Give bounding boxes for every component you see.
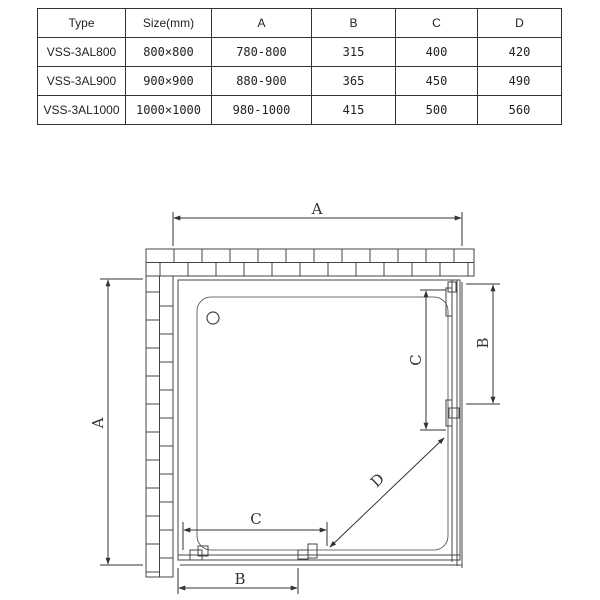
cell-a: 880-900 (212, 67, 312, 96)
header-type: Type (38, 9, 126, 38)
cell-size: 900×900 (126, 67, 212, 96)
label-a-left: A (89, 417, 107, 429)
header-d: D (478, 9, 562, 38)
cell-size: 800×800 (126, 38, 212, 67)
cell-type: VSS-3AL800 (38, 38, 126, 67)
header-b: B (312, 9, 396, 38)
label-a-top: A (311, 200, 323, 218)
cell-b: 315 (312, 38, 396, 67)
cell-type: VSS-3AL1000 (38, 96, 126, 125)
cell-c: 450 (396, 67, 478, 96)
cell-d: 420 (478, 38, 562, 67)
header-size: Size(mm) (126, 9, 212, 38)
enclosure-frame (178, 280, 462, 568)
cell-a: 980-1000 (212, 96, 312, 125)
top-brick-wall (146, 249, 474, 276)
cell-b: 365 (312, 67, 396, 96)
cell-c: 500 (396, 96, 478, 125)
label-b-right: B (474, 337, 492, 349)
cell-d: 560 (478, 96, 562, 125)
header-c: C (396, 9, 478, 38)
cell-type: VSS-3AL900 (38, 67, 126, 96)
shower-tray (178, 280, 460, 560)
dimension-d-diagonal (330, 438, 444, 547)
cell-d: 490 (478, 67, 562, 96)
label-d-diagonal: D (366, 469, 389, 492)
label-b-bottom: B (234, 570, 246, 588)
label-c-horizontal: C (250, 510, 262, 528)
label-c-vertical: C (407, 354, 425, 366)
header-a: A (212, 9, 312, 38)
cell-b: 415 (312, 96, 396, 125)
cell-c: 400 (396, 38, 478, 67)
cell-size: 1000×1000 (126, 96, 212, 125)
left-brick-wall (146, 276, 173, 577)
drain-icon (207, 312, 219, 324)
cell-a: 780-800 (212, 38, 312, 67)
